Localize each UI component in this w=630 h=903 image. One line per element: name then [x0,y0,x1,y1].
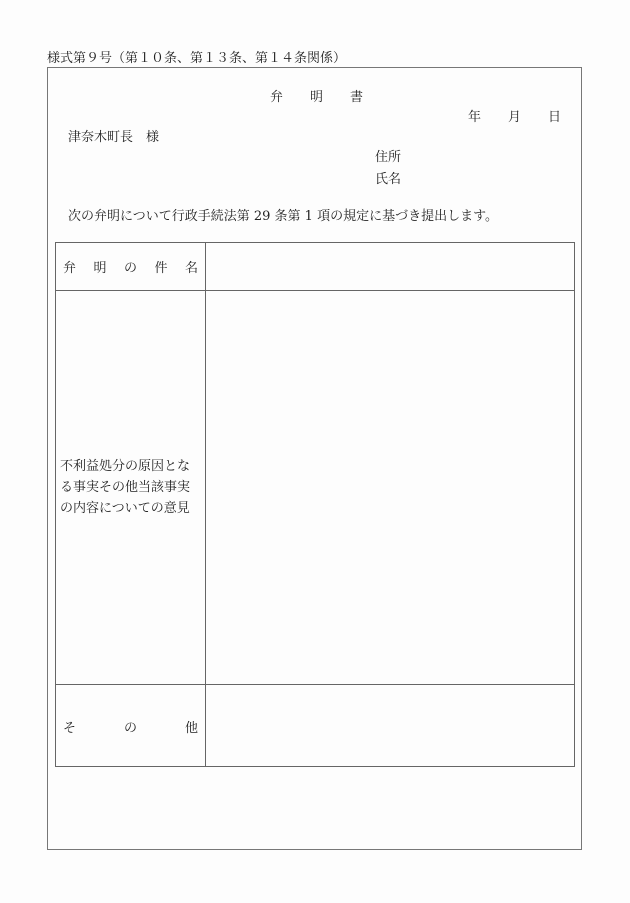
date-month: 月 [508,110,522,125]
label-char: そ [63,720,77,736]
label-line: る事実その他当該事実 [60,480,191,495]
date-line [468,106,561,125]
label-char: 他 [184,720,198,736]
address-label: 住所 [375,150,402,165]
date-year: 年 [468,110,482,125]
addressee: 津奈木町長 様 [68,130,160,145]
form-number-label: 様式第９号（第１０条、第１３条、第１４条関係） [47,51,347,66]
table-row-subject [56,243,574,291]
label-char: 明 [93,261,107,276]
label-cell-subject [56,243,206,290]
table-row-other [56,685,574,767]
label-char: 弁 [63,261,77,276]
title-char: 明 [310,90,324,105]
label-cell-other [56,685,206,767]
date-day: 日 [548,110,562,125]
label-char: 名 [184,261,198,276]
label-line: 不利益処分の原因とな [60,459,191,474]
statement-text: 次の弁明について行政手続法第 29 条第 1 項の規定に基づき提出します。 [68,209,499,224]
label-cell-opinion [56,291,206,684]
label-line: の内容についての意見 [60,501,190,516]
label-char: の [123,261,137,276]
subject-field[interactable] [206,243,574,290]
opinion-field[interactable] [206,291,574,684]
other-field[interactable] [206,685,574,767]
label-char: 件 [154,261,168,276]
label-char: の [123,720,137,736]
document-title [270,86,390,105]
title-char: 弁 [270,90,284,105]
name-label: 氏名 [375,172,402,187]
table-row-opinion [56,291,574,685]
title-char: 書 [350,90,364,105]
explanation-table [55,242,575,767]
